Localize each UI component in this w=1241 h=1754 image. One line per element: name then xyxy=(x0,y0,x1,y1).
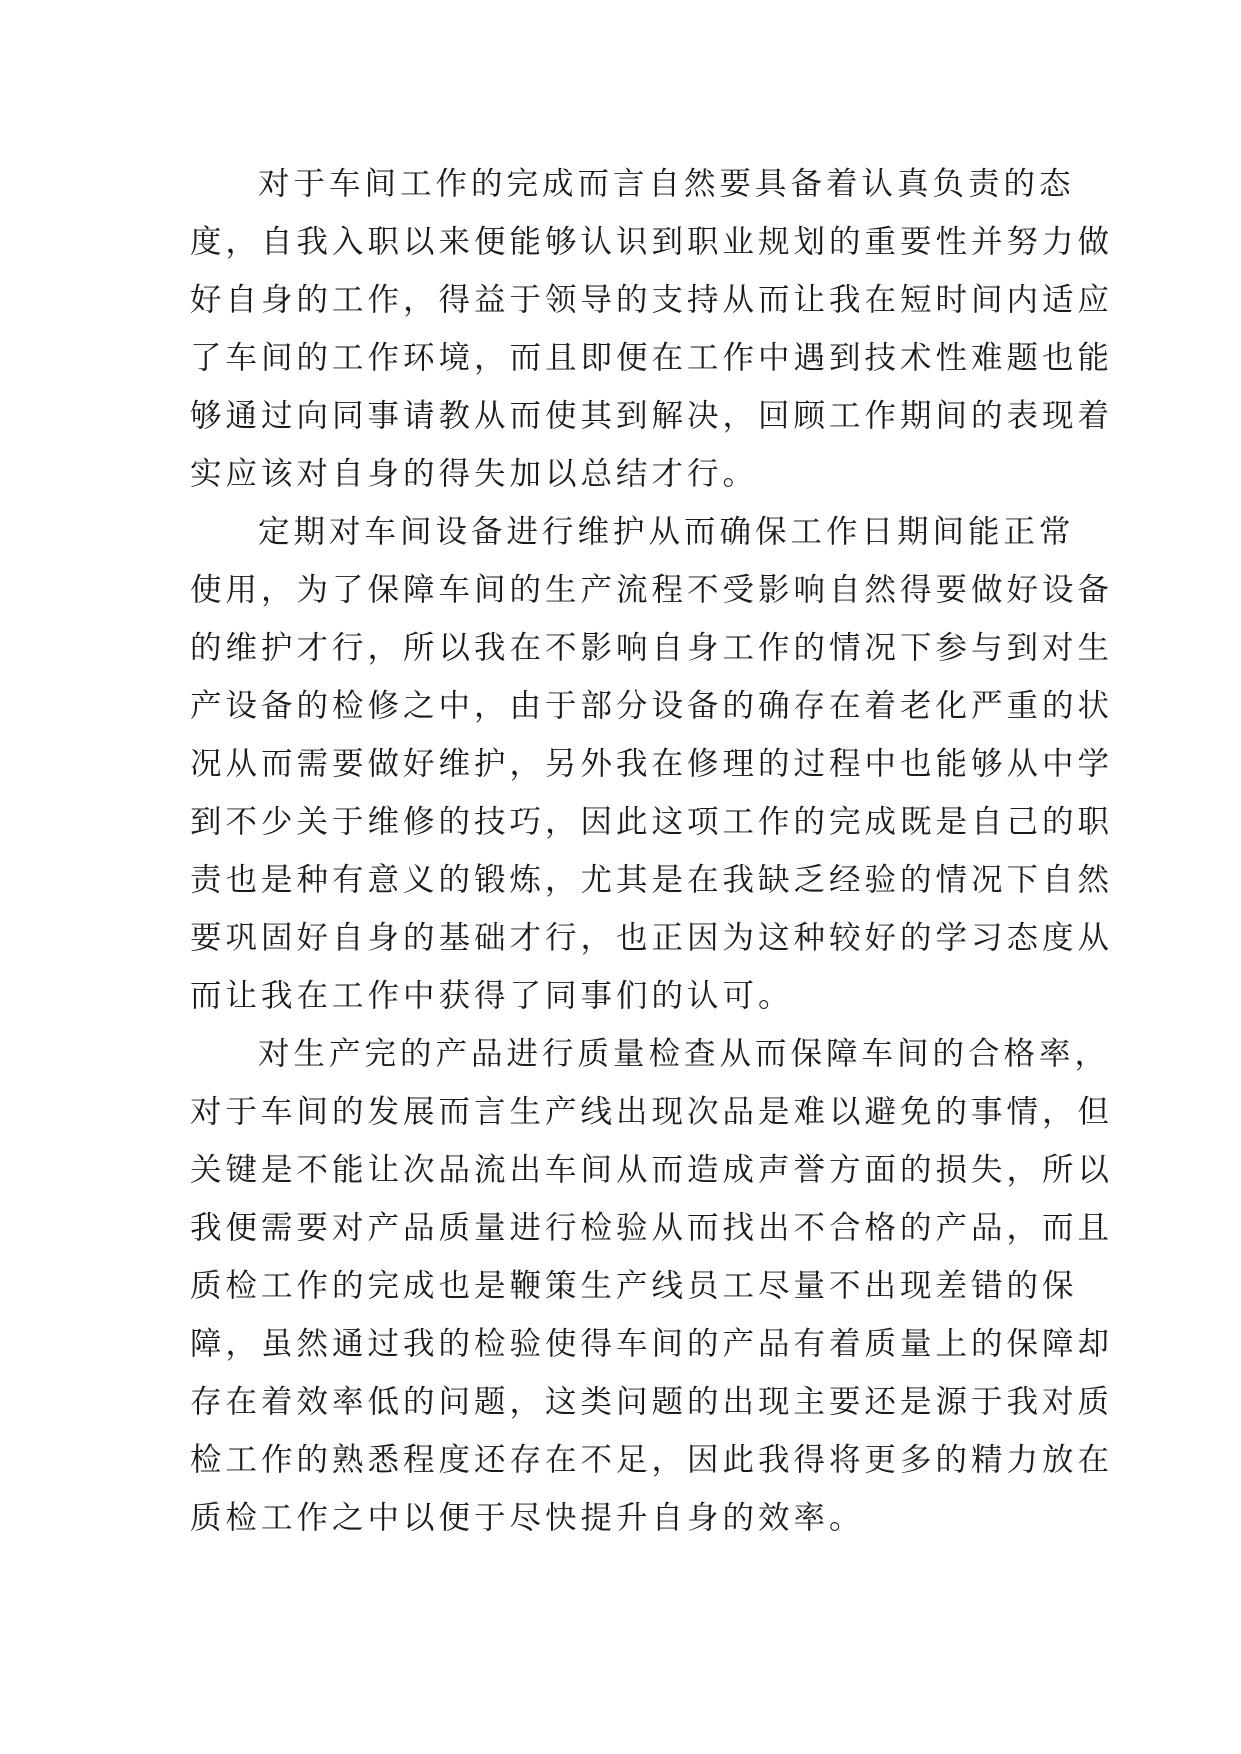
document-body xyxy=(190,155,1114,1547)
text-line: 够通过向同事请教从而使其到解决，回顾工作期间的表现着 xyxy=(190,398,1114,434)
text-line: 了车间的工作环境，而且即便在工作中遇到技术性难题也能 xyxy=(190,340,1114,376)
text-line: 定期对车间设备进行维护从而确保工作日期间能正常 xyxy=(258,514,1075,550)
text-line: 产设备的检修之中，由于部分设备的确存在着老化严重的状 xyxy=(190,688,1114,724)
text-line: 的维护才行，所以我在不影响自身工作的情况下参与到对生 xyxy=(190,630,1114,666)
text-line: 使用，为了保障车间的生产流程不受影响自然得要做好设备 xyxy=(190,572,1114,608)
paragraph-1 xyxy=(190,155,1114,503)
text-line: 对于车间工作的完成而言自然要具备着认真负责的态 xyxy=(258,166,1075,202)
text-line: 质检工作之中以便于尽快提升自身的效率。 xyxy=(190,1500,865,1536)
text-line: 关键是不能让次品流出车间从而造成声誉方面的损失，所以 xyxy=(190,1152,1114,1188)
text-line: 实应该对自身的得失加以总结才行。 xyxy=(190,456,759,492)
paragraph-3 xyxy=(190,1025,1114,1547)
text-line: 障，虽然通过我的检验使得车间的产品有着质量上的保障却 xyxy=(190,1326,1114,1362)
text-line: 要巩固好自身的基础才行，也正因为这种较好的学习态度从 xyxy=(190,920,1114,956)
text-line: 对生产完的产品进行质量检查从而保障车间的合格率， xyxy=(258,1036,1111,1072)
text-line: 我便需要对产品质量进行检验从而找出不合格的产品，而且 xyxy=(190,1210,1114,1246)
text-line: 到不少关于维修的技巧，因此这项工作的完成既是自己的职 xyxy=(190,804,1114,840)
text-line: 况从而需要做好维护，另外我在修理的过程中也能够从中学 xyxy=(190,746,1114,782)
text-line: 度，自我入职以来便能够认识到职业规划的重要性并努力做 xyxy=(190,224,1114,260)
text-line: 质检工作的完成也是鞭策生产线员工尽量不出现差错的保 xyxy=(190,1268,1078,1304)
text-line: 而让我在工作中获得了同事们的认可。 xyxy=(190,978,794,1014)
text-line: 存在着效率低的问题，这类问题的出现主要还是源于我对质 xyxy=(190,1384,1114,1420)
text-line: 好自身的工作，得益于领导的支持从而让我在短时间内适应 xyxy=(190,282,1114,318)
text-line: 对于车间的发展而言生产线出现次品是难以避免的事情，但 xyxy=(190,1094,1114,1130)
text-line: 责也是种有意义的锻炼，尤其是在我缺乏经验的情况下自然 xyxy=(190,862,1114,898)
text-line: 检工作的熟悉程度还存在不足，因此我得将更多的精力放在 xyxy=(190,1442,1114,1478)
paragraph-2 xyxy=(190,503,1114,1025)
